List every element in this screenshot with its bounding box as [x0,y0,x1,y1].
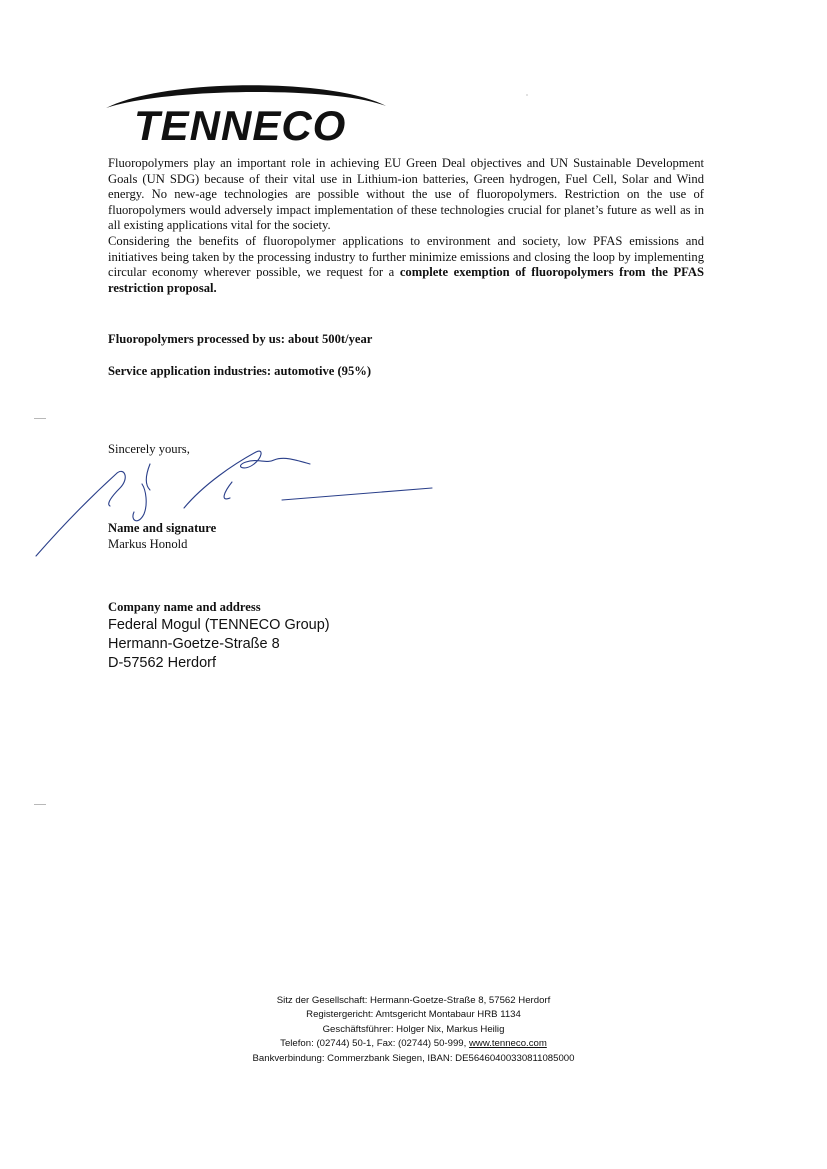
closing-salutation: Sincerely yours, [108,442,190,456]
paragraph-green-deal: Fluoropolymers play an important role in achieving EU Green Deal objectives and UN Sustainable Development Goals (UN SDG) because of their vital use in Lithium-ion batteries, Green hydrogen, Fuel Cell, Solar and Wind energy. No new-age technologies are possible without the use of fluoropolymers. Restriction on the use of fluoropolymers would adversely impact implementation of these technologies crucial for planet’s future as well as in all existing applications vital for the society. [108,156,704,233]
postal-city: D-57562 Herdorf [108,655,216,671]
website-link[interactable]: www.tenneco.com [468,1038,547,1050]
tenneco-logo [104,74,390,148]
fold-mark [34,418,46,419]
fold-mark-lower [34,804,46,805]
letter-body [108,156,704,296]
volume-statement: Fluoropolymers processed by us: about 500t/year [108,332,373,346]
signatory-name: Markus Honold [108,537,188,551]
footer-court: Registergericht: Amtsgericht Montabaur HRB 1134 [306,1009,521,1021]
industries-statement: Service application industries: automotive (95%) [108,364,372,378]
company-name: Federal Mogul (TENNECO Group) [108,617,330,633]
paragraph-request [108,234,704,296]
footer-seat: Sitz der Gesellschaft: Hermann-Goetze-Straße 8, 57562 Herdorf [276,995,551,1006]
street-address: Hermann-Goetze-Straße 8 [108,636,280,652]
company-label: Company name and address [108,600,261,614]
company-address [108,616,330,673]
company-footer [0,994,827,1066]
name-signature-label: Name and signature [108,521,217,535]
logo-wordmark: TENNECO [134,102,347,148]
scan-speck [526,94,528,96]
exemption-request: complete exemption of fluoropolymers from the PFAS restriction proposal. [108,265,704,295]
footer-managers: Geschäftsführer: Holger Nix, Markus Heilig [322,1023,505,1035]
request-text: Considering the benefits of fluoropolymer applications to environment and society, low PFAS emissions and initiatives being taken by the processing industry to further minimize emissions and closing the loop by implementing circular economy wherever possible, we request for a [108,233,704,280]
footer-phone: Telefon: (02744) 50-1, Fax: (02744) 50-999, [280,1038,469,1050]
footer-bank: Bankverbindung: Commerzbank Siegen, IBAN: DE56460400330811085000 [252,1052,575,1064]
handwritten-signature [34,444,434,564]
footer-contact [0,1037,827,1051]
